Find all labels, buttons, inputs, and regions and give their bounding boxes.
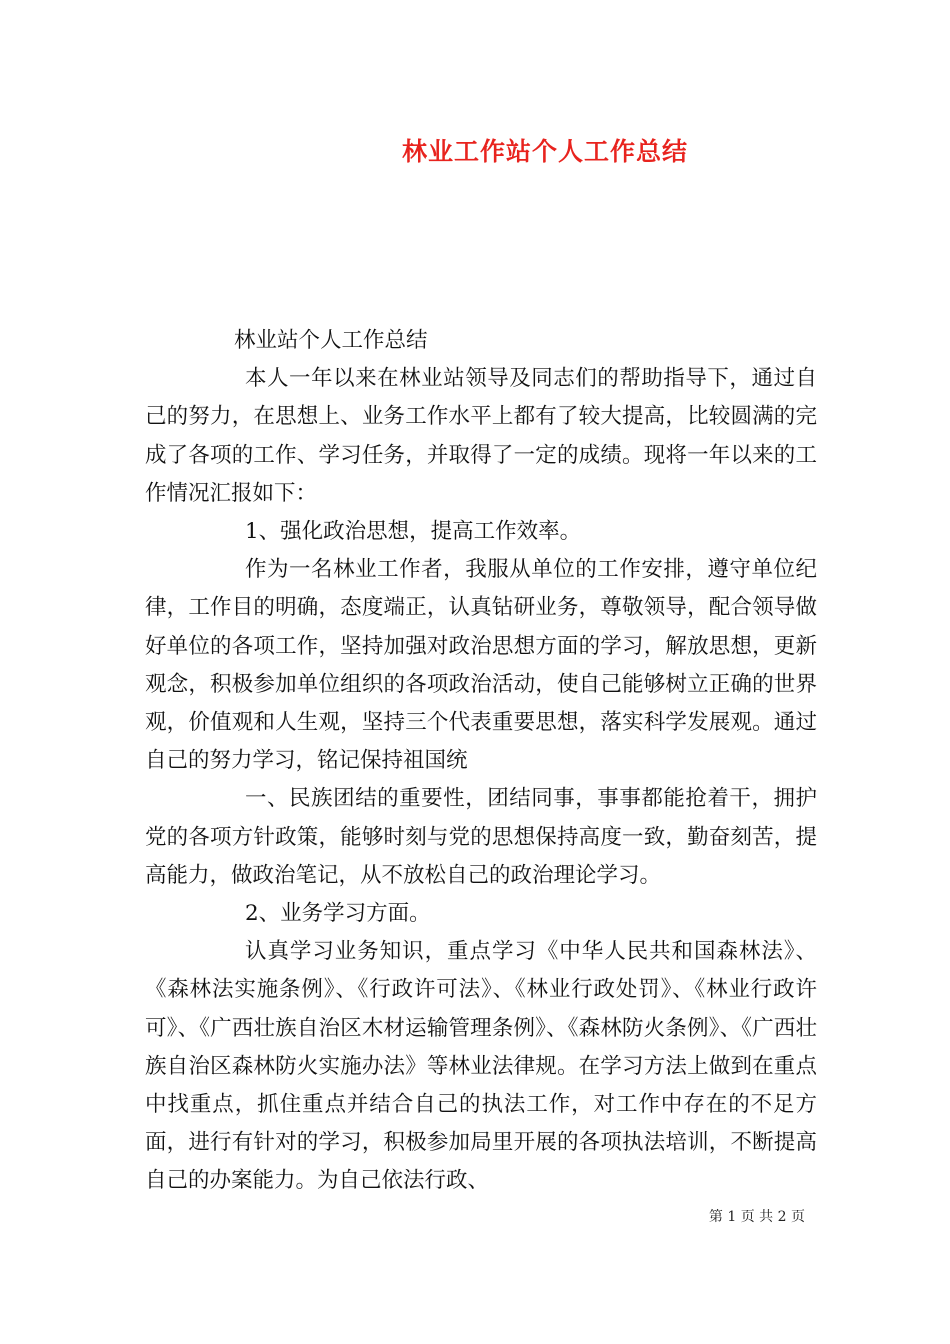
paragraph-study: 认真学习业务知识，重点学习《中华人民共和国森林法》、《森林法实施条例》、《行政许可法》、《林业行政处罚》、《林业行政许可》、《广西壮族自治区木材运输管理条例》、《森林防火条例》、《广西壮族自治区森林防火实施办法》等林业法律规。在学习方法上做到在重点中找重点，抓住重点并结合自己的执法工作，对工作中存在的不足方面，进行有针对的学习，积极参加局里开展的各项执法培训，不断提高自己的办案能力。为自己依法行政、	[145, 939, 817, 1194]
section-heading-1: 1、强化政治思想，提高工作效率。	[245, 519, 582, 545]
page-number: 第 1 页 共 2 页	[708, 1209, 805, 1225]
document-subtitle: 林业站个人工作总结	[234, 328, 428, 353]
document-title: 林业工作站个人工作总结	[401, 137, 688, 166]
paragraph-unity: 一、民族团结的重要性，团结同事，事事都能抢着干，拥护党的各项方针政策，能够时刻与党的思想保持高度一致，勤奋刻苦，提高能力，做政治笔记，从不放松自己的政治理论学习。	[145, 786, 817, 888]
paragraph-intro: 本人一年以来在林业站领导及同志们的帮助指导下，通过自己的努力，在思想上、业务工作水平上都有了较大提高，比较圆满的完成了各项的工作、学习任务，并取得了一定的成绩。现将一年以来的工作情况汇报如下：	[145, 366, 817, 506]
document-body	[145, 322, 817, 1201]
section-heading-2: 2、业务学习方面。	[245, 901, 431, 927]
paragraph-political: 作为一名林业工作者，我服从单位的工作安排，遵守单位纪律，工作目的明确，态度端正，认真钻研业务，尊敬领导，配合领导做好单位的各项工作，坚持加强对政治思想方面的学习，解放思想，更新观念，积极参加单位组织的各项政治活动，使自己能够树立正确的世界观，价值观和人生观，坚持三个代表重要思想，落实科学发展观。通过自己的努力学习，铭记保持祖国统	[145, 557, 817, 774]
